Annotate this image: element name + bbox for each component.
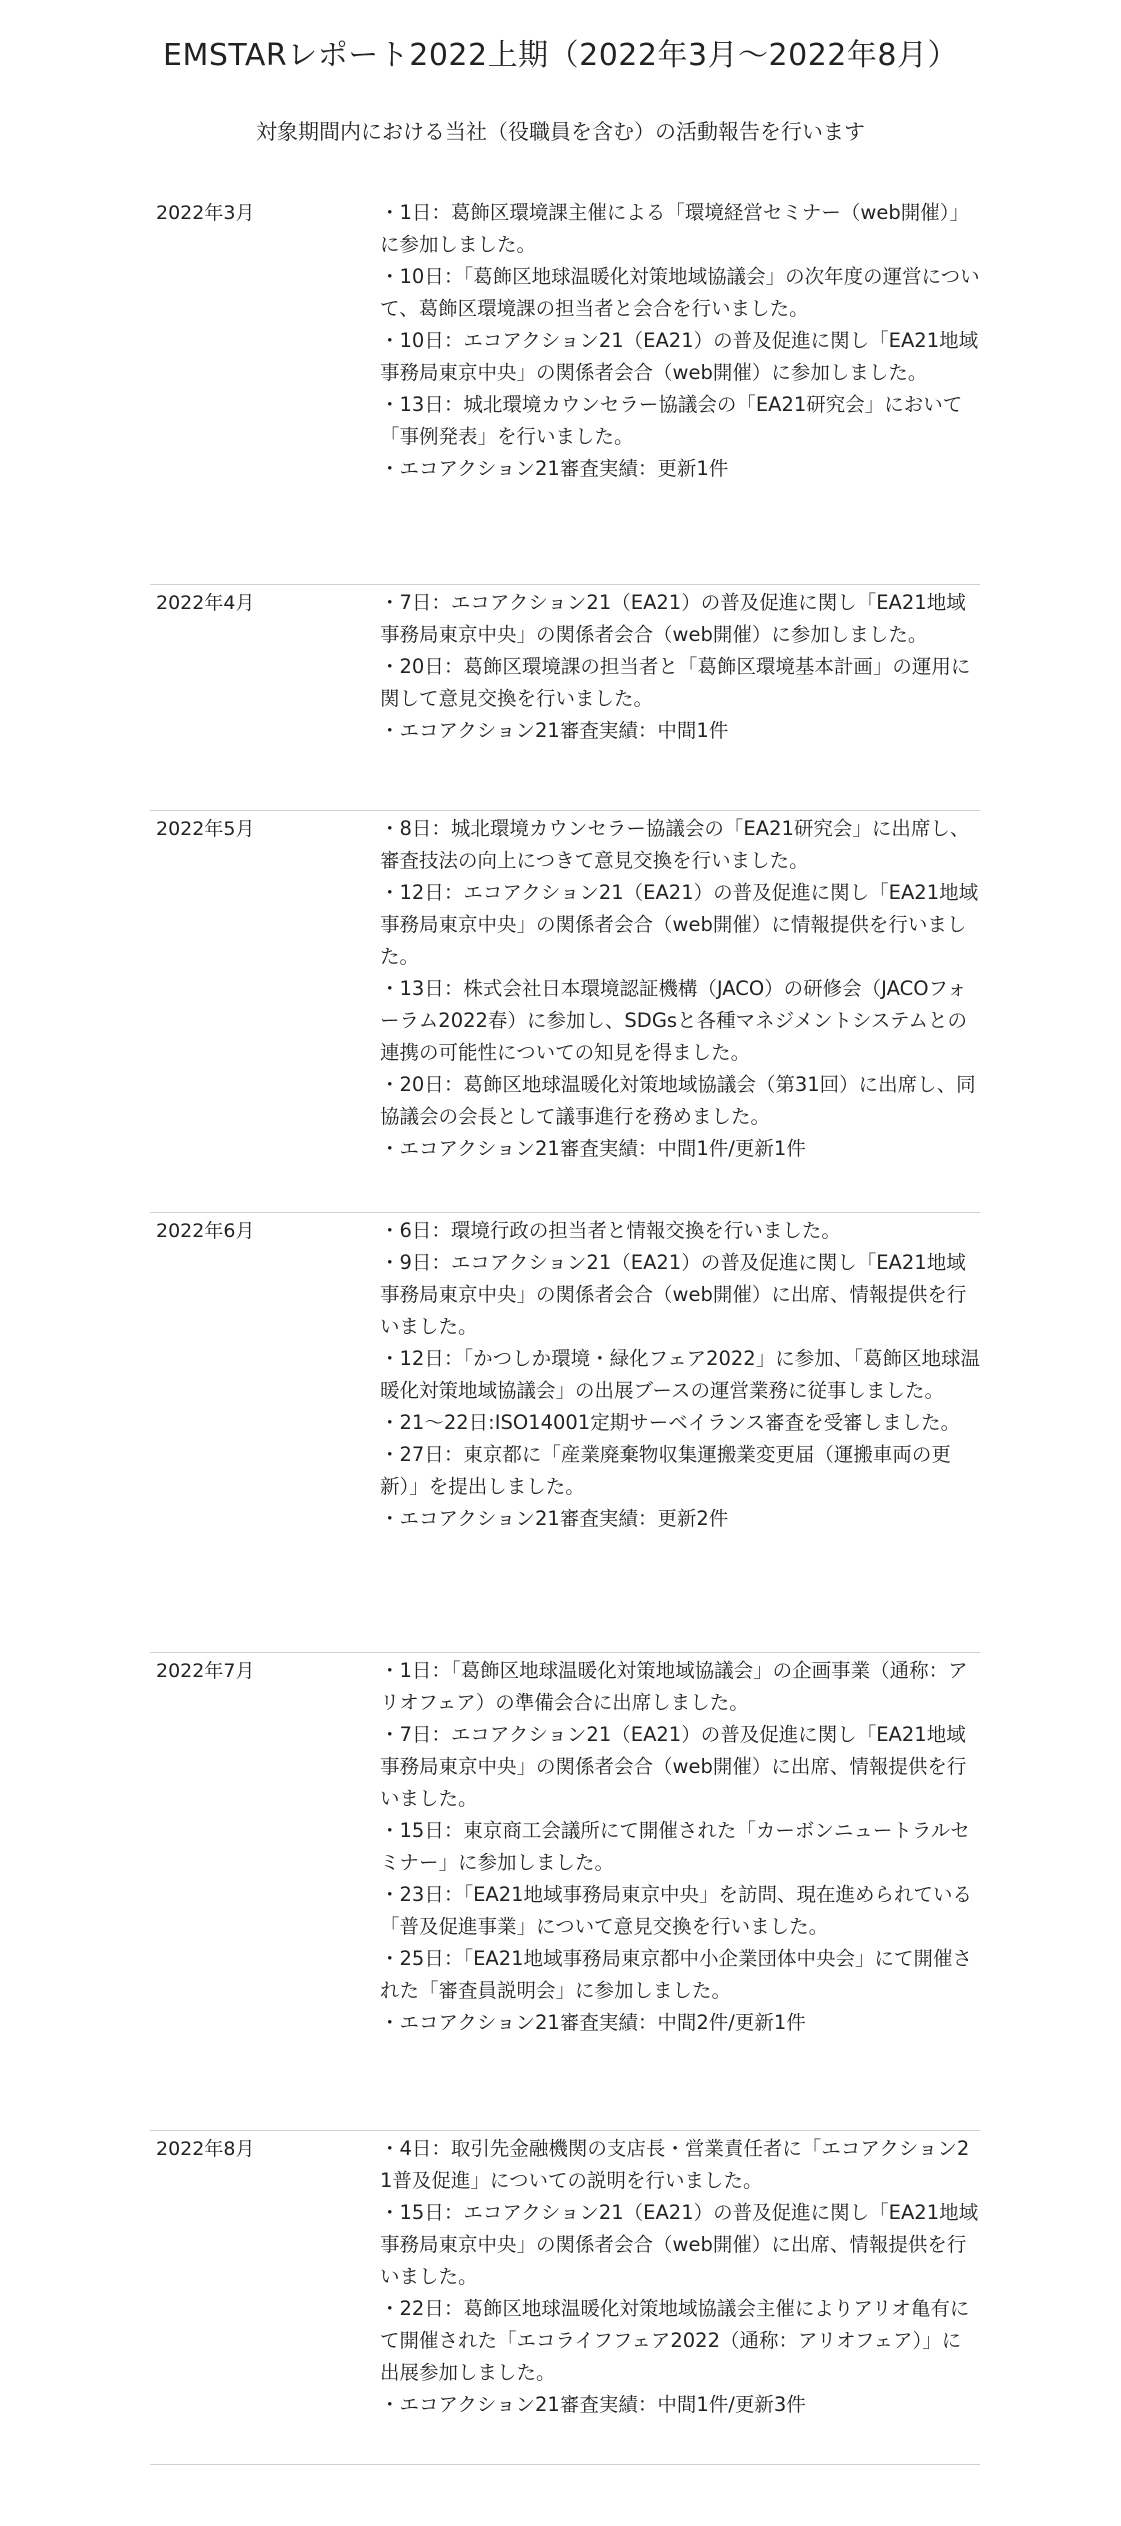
activity-entry: ・12日：「かつしか環境・緑化フェア2022」に参加、「葛飾区地球温暖化対策地域協議会」の出展ブースの運営業務に従事しました。	[380, 1347, 980, 1402]
month-entries	[380, 1655, 980, 2039]
activity-entry: ・エコアクション21審査実績：中間1件/更新1件	[380, 1137, 806, 1160]
page-subtitle: 対象期間内における当社（役職員を含む）の活動報告を行います	[256, 120, 865, 144]
activity-entry: ・4日：取引先金融機関の支店長・営業責任者に「エコアクション21普及促進」についての説明を行いました。	[380, 2137, 970, 2192]
month-label: 2022年7月	[156, 1660, 255, 1682]
activity-entry: ・15日：東京商工会議所にて開催された「カーボンニュートラルセミナー」に参加しました。	[380, 1819, 970, 1874]
month-label: 2022年4月	[156, 592, 255, 614]
activity-entry: ・25日：「EA21地域事務局東京都中小企業団体中央会」にて開催された「審査員説明会」に参加しました。	[380, 1947, 973, 2002]
month-row-2022-07	[150, 1653, 980, 2131]
month-row-2022-08	[150, 2131, 980, 2465]
month-entries	[380, 587, 980, 747]
month-entries	[380, 2133, 980, 2421]
activity-entry: ・1日：葛飾区環境課主催による「環境経営セミナー（web開催）」に参加しました。	[380, 201, 969, 256]
activity-entry: ・12日：エコアクション21（EA21）の普及促進に関し「EA21地域事務局東京中央」の関係者会合（web開催）に情報提供を行いました。	[380, 881, 979, 968]
month-label: 2022年8月	[156, 2138, 255, 2160]
activity-entry: ・エコアクション21審査実績：中間1件	[380, 719, 729, 742]
activity-entry: ・13日：城北環境カウンセラー協議会の「EA21研究会」において「事例発表」を行いました。	[380, 393, 963, 448]
activity-entry: ・エコアクション21審査実績：中間2件/更新1件	[380, 2011, 806, 2034]
activity-entry: ・7日：エコアクション21（EA21）の普及促進に関し「EA21地域事務局東京中央」の関係者会合（web開催）に出席、情報提供を行いました。	[380, 1723, 967, 1810]
activity-entry: ・13日：株式会社日本環境認証機構（JACO）の研修会（JACOフォーラム2022春）に参加し、SDGsと各種マネジメントシステムとの連携の可能性についての知見を得ました。	[380, 977, 968, 1064]
activity-entry: ・20日：葛飾区環境課の担当者と「葛飾区環境基本計画」の運用に関して意見交換を行いました。	[380, 655, 971, 710]
activity-entry: ・8日：城北環境カウンセラー協議会の「EA21研究会」に出席し、審査技法の向上につきて意見交換を行いました。	[380, 817, 970, 872]
month-label: 2022年3月	[156, 202, 255, 224]
month-row-2022-04	[150, 585, 980, 811]
activity-entry: ・15日：エコアクション21（EA21）の普及促進に関し「EA21地域事務局東京中央」の関係者会合（web開催）に出席、情報提供を行いました。	[380, 2201, 979, 2288]
activity-entry: ・20日：葛飾区地球温暖化対策地域協議会（第31回）に出席し、同協議会の会長として議事進行を務めました。	[380, 1073, 976, 1128]
activity-entry: ・1日：「葛飾区地球温暖化対策地域協議会」の企画事業（通称：アリオフェア）の準備会合に出席しました。	[380, 1659, 968, 1714]
month-row-2022-03	[150, 195, 980, 585]
activity-entry: ・22日：葛飾区地球温暖化対策地域協議会主催によりアリオ亀有にて開催された「エコライフフェア2022（通称：アリオフェア）」に出展参加しました。	[380, 2297, 970, 2384]
activity-entry: ・6日：環境行政の担当者と情報交換を行いました。	[380, 1219, 841, 1242]
month-row-2022-05	[150, 811, 980, 1213]
activity-entry: ・エコアクション21審査実績：更新1件	[380, 457, 729, 480]
activity-entry: ・10日：「葛飾区地球温暖化対策地域協議会」の次年度の運営について、葛飾区環境課の担当者と会合を行いました。	[380, 265, 980, 320]
activity-entry: ・21～22日:ISO14001定期サーベイランス審査を受審しました。	[380, 1411, 961, 1434]
month-label: 2022年5月	[156, 818, 255, 840]
month-entries	[380, 813, 980, 1165]
month-entries	[380, 1215, 980, 1535]
activity-entry: ・エコアクション21審査実績：更新2件	[380, 1507, 729, 1530]
activity-report-table	[150, 195, 980, 2465]
month-label: 2022年6月	[156, 1220, 255, 1242]
activity-entry: ・7日：エコアクション21（EA21）の普及促進に関し「EA21地域事務局東京中央」の関係者会合（web開催）に参加しました。	[380, 591, 966, 646]
month-entries	[380, 197, 980, 485]
activity-entry: ・23日：「EA21地域事務局東京中央」を訪問、現在進められている「普及促進事業」について意見交換を行いました。	[380, 1883, 973, 1938]
page-title: EMSTARレポート2022上期（2022年3月～2022年8月）	[163, 38, 958, 73]
month-row-2022-06	[150, 1213, 980, 1653]
activity-entry: ・エコアクション21審査実績：中間1件/更新3件	[380, 2393, 806, 2416]
activity-entry: ・9日：エコアクション21（EA21）の普及促進に関し「EA21地域事務局東京中央」の関係者会合（web開催）に出席、情報提供を行いました。	[380, 1251, 967, 1338]
activity-entry: ・10日：エコアクション21（EA21）の普及促進に関し「EA21地域事務局東京中央」の関係者会合（web開催）に参加しました。	[380, 329, 979, 384]
activity-entry: ・27日：東京都に「産業廃棄物収集運搬業変更届（運搬車両の更新）」を提出しました。	[380, 1443, 951, 1498]
